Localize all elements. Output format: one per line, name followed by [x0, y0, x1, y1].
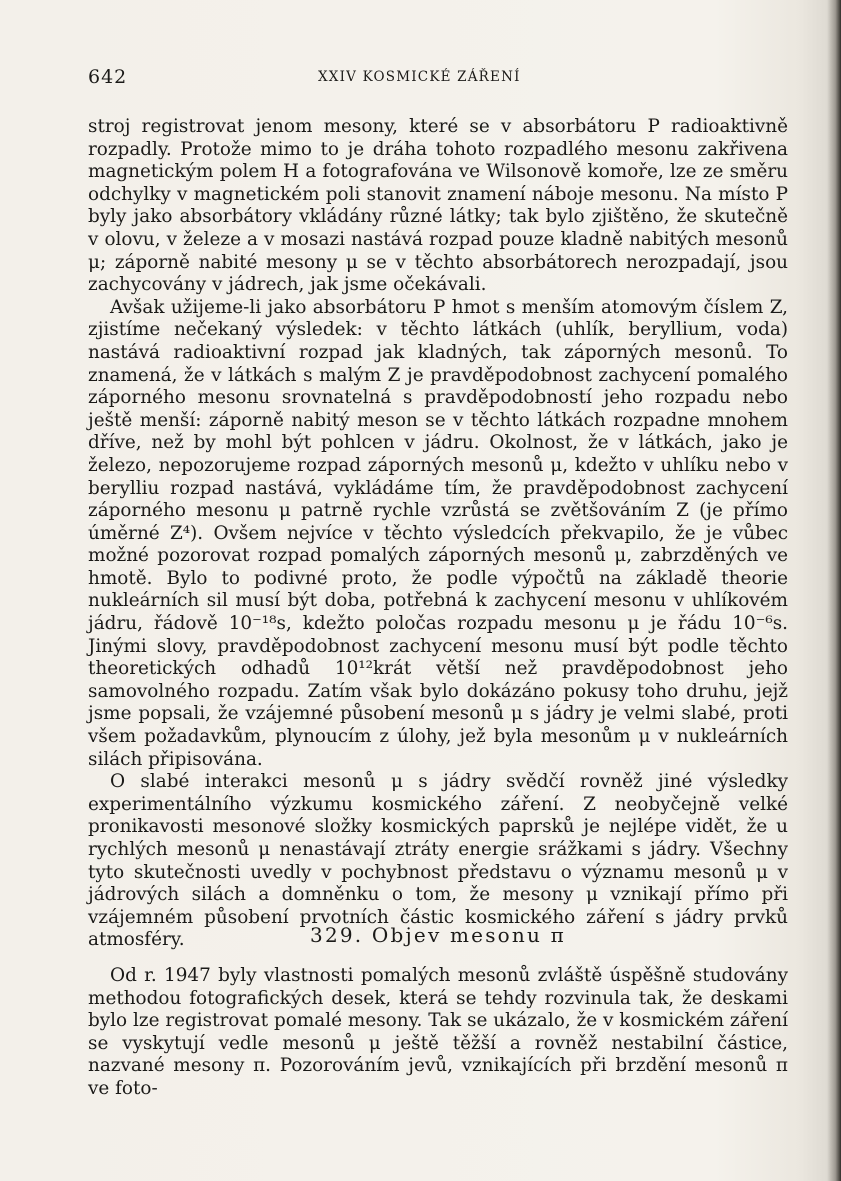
- running-title: XXIV KOSMICKÉ ZÁŘENÍ: [318, 69, 521, 85]
- paragraph-2: Avšak užijeme-li jako absorbátoru P hmot s menším atomovým číslem Z, zjistíme nečekaný výsledek: v těchto látkách (uhlík, beryllium, voda) nastává radioaktivní rozpad jak kladných, tak záporných mesonů. To znamená, že v látkách s malým Z je pravděpodobnost zachycení pomalého záporného mesonu srovnatelná s pravděpodobností jeho rozpadu nebo ještě menší: záporně nabitý meson se v těchto látkách rozpadne mnohem dříve, než by mohl být pohlcen v jádru. Okolnost, že v látkách, jako je železo, nepozorujeme rozpad záporných mesonů μ, kdežto v uhlíku nebo v berylliu rozpad nastává, vykládáme tím, že pravděpodobnost zachycení záporného mesonu μ patrně rychle vzrůstá se zvětšováním Z (je přímo úměrné Z⁴). Ovšem nejvíce v těchto výsledcích překvapilo, že je vůbec možné pozorovat rozpad pomalých záporných mesonů μ, zabrzděných ve hmotě. Bylo to podivné proto, že podle výpočtů na základě theorie nukleárních sil musí být doba, potřebná k zachycení mesonu v uhlíkovém jádru, řádově 10⁻¹⁸s, kdežto poločas rozpadu mesonu μ je řádu 10⁻⁶s. Jinými slovy, pravděpodobnost zachycení mesonu musí být podle těchto theoretických odhadů 10¹²krát větší než pravděpodobnost jeho samovolného rozpadu. Zatím však bylo dokázáno pokusy toho druhu, jejž jsme popsali, že vzájemné působení mesonů μ s jádry je velmi slabé, proti všem požadavkům, plynoucím z úlohy, jež byla mesonům μ v nukleárních silách připisována.: [88, 296, 788, 770]
- section-paragraph: Od r. 1947 byly vlastnosti pomalých mesonů zvláště úspěšně studovány methodou fotografických desek, která se tehdy rozvinula tak, že deskami bylo lze registrovat pomalé mesony. Tak se ukázalo, že v kosmickém záření se vyskytují vedle mesonů μ ještě těžší a rovněž nestabilní částice, nazvané mesony π. Pozorováním jevů, vznikajících při brzdění mesonů π ve foto-: [88, 965, 788, 1099]
- page-edge-shadow: [827, 0, 841, 1181]
- section-heading: 329. Objev mesonu π: [310, 923, 566, 947]
- paragraph-3: O slabé interakci mesonů μ s jádry svědčí rovněž jiné výsledky experimentálního výzkumu kosmického záření. Z neobyčejně velké pronikavosti mesonové složky kosmických paprsků je nejlépe vidět, že u rychlých mesonů μ nenastávají ztráty energie srážkami s jádry. Všechny tyto skutečnosti uvedly v pochybnost představu o významu mesonů μ v jádrových silách a domněnku o tom, že mesony μ vznikají přímo při vzájemném působení prvotních částic kosmického záření s jádry prvků atmosféry.: [88, 771, 788, 951]
- paragraph-1: stroj registrovat jenom mesony, které se v absorbátoru P radioaktivně rozpadly. Protože mimo to je dráha tohoto rozpadlého mesonu zakřivena magnetickým polem H a fotografována ve Wilsonově komoře, lze ze směru odchylky v magnetickém poli stanovit znamení náboje mesonu. Na místo P byly jako absorbátory vkládány různé látky; tak bylo zjištěno, že skutečně v olovu, v železe a v mosazi nastává rozpad pouze kladně nabitých mesonů μ; záporně nabité mesony μ se v těchto absorbátorech nerozpadají, jsou zachycovány v jádrech, jak jsme očekávali.: [88, 116, 788, 296]
- page-header: [88, 66, 788, 90]
- body-text: [88, 116, 788, 952]
- page-number: 642: [88, 66, 128, 88]
- section-text: [88, 965, 788, 1101]
